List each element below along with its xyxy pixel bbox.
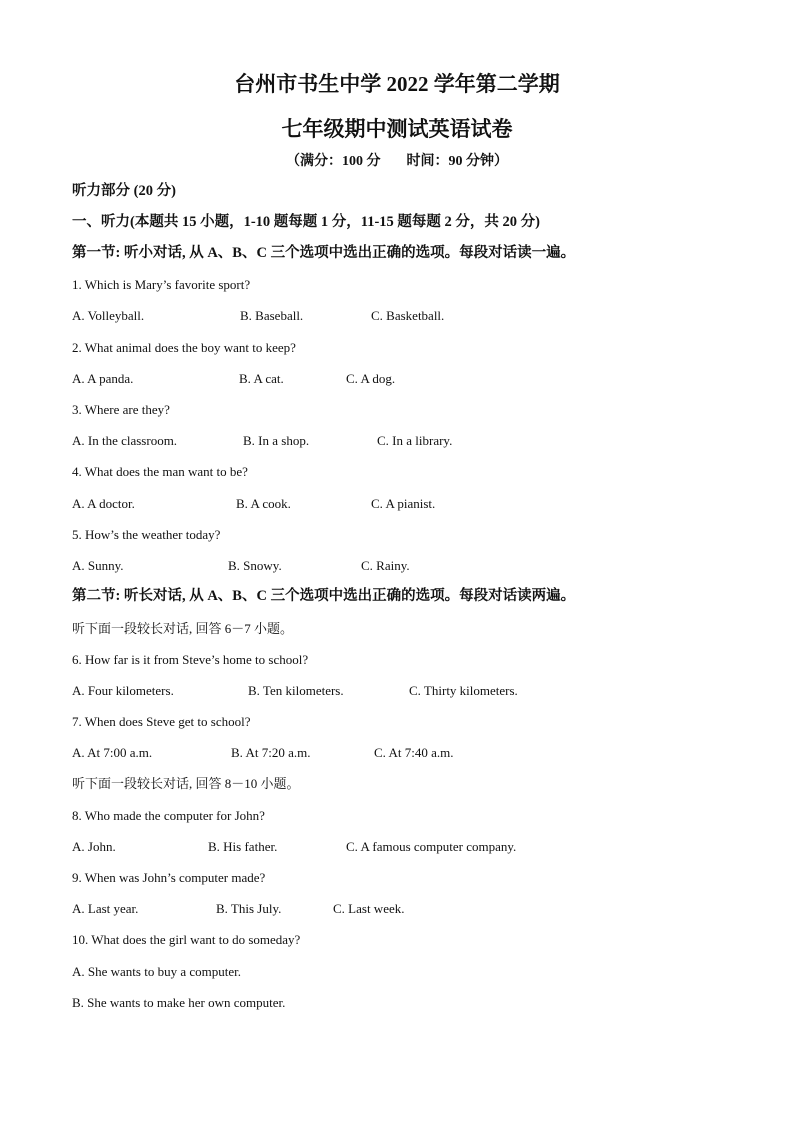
q10-option-a: A. She wants to buy a computer. (72, 964, 241, 979)
exam-title: 七年级期中测试英语试卷 (281, 117, 513, 141)
q5-option-a: A. Sunny. (72, 558, 124, 573)
listening-part-heading: 听力部分 (20 分) (72, 183, 176, 199)
question-1: 1. Which is Mary’s favorite sport? (72, 277, 251, 292)
q7-option-a: A. At 7:00 a.m. (72, 745, 153, 760)
q3-option-c: C. In a library. (377, 433, 453, 448)
question-9: 9. When was John’s computer made? (72, 870, 266, 885)
q5-option-c: C. Rainy. (361, 558, 410, 573)
q3-option-a: A. In the classroom. (72, 433, 178, 448)
q8-option-b: B. His father. (208, 839, 278, 854)
q1-option-b: B. Baseball. (240, 308, 304, 323)
question-7: 7. When does Steve get to school? (72, 714, 251, 729)
question-3: 3. Where are they? (72, 402, 170, 417)
q10-option-b: B. She wants to make her own computer. (72, 995, 286, 1010)
question-8: 8. Who made the computer for John? (72, 808, 265, 823)
q4-option-b: B. A cook. (236, 496, 291, 511)
dialogue-a-intro: 听下面一段较长对话, 回答 6－7 小题。 (72, 621, 294, 636)
q6-option-c: C. Thirty kilometers. (409, 683, 518, 698)
exam-meta (0, 150, 794, 170)
school-title: 台州市书生中学 2022 学年第二学期 (234, 72, 560, 96)
q6-option-b: B. Ten kilometers. (248, 683, 344, 698)
q4-option-c: C. A pianist. (371, 496, 436, 511)
question-10: 10. What does the girl want to do someday? (72, 932, 301, 947)
q5-option-b: B. Snowy. (228, 558, 282, 573)
q9-option-b: B. This July. (216, 901, 282, 916)
q7-option-c: C. At 7:40 a.m. (374, 745, 454, 760)
question-2: 2. What animal does the boy want to keep? (72, 340, 296, 355)
dialogue-b-intro: 听下面一段较长对话, 回答 8－10 小题。 (72, 776, 300, 791)
q2-option-c: C. A dog. (346, 371, 396, 386)
q8-option-a: A. John. (72, 839, 116, 854)
question-4: 4. What does the man want to be? (72, 464, 248, 479)
part2-instructions: 第二节: 听长对话, 从 A、B、C 三个选项中选出正确的选项。每段对话读两遍。 (72, 588, 576, 604)
q4-option-a: A. A doctor. (72, 496, 135, 511)
q9-option-a: A. Last year. (72, 901, 139, 916)
q2-option-b: B. A cat. (239, 371, 284, 386)
time-info: 时间：90 分钟） (406, 154, 508, 169)
q1-option-c: C. Basketball. (371, 308, 445, 323)
part1-instructions: 第一节: 听小对话, 从 A、B、C 三个选项中选出正确的选项。每段对话读一遍。 (72, 245, 576, 261)
score-info: （满分：100 分 (286, 154, 381, 169)
question-5: 5. How’s the weather today? (72, 527, 221, 542)
q6-option-a: A. Four kilometers. (72, 683, 174, 698)
q2-option-a: A. A panda. (72, 371, 134, 386)
listening-section-heading: 一、听力(本题共 15 小题，1-10 题每题 1 分，11-15 题每题 2 分，共 20 分) (72, 214, 541, 230)
q1-option-a: A. Volleyball. (72, 308, 145, 323)
question-6: 6. How far is it from Steve’s home to school? (72, 652, 309, 667)
q3-option-b: B. In a shop. (243, 433, 310, 448)
q8-option-c: C. A famous computer company. (346, 839, 517, 854)
q9-option-c: C. Last week. (333, 901, 405, 916)
q7-option-b: B. At 7:20 a.m. (231, 745, 311, 760)
